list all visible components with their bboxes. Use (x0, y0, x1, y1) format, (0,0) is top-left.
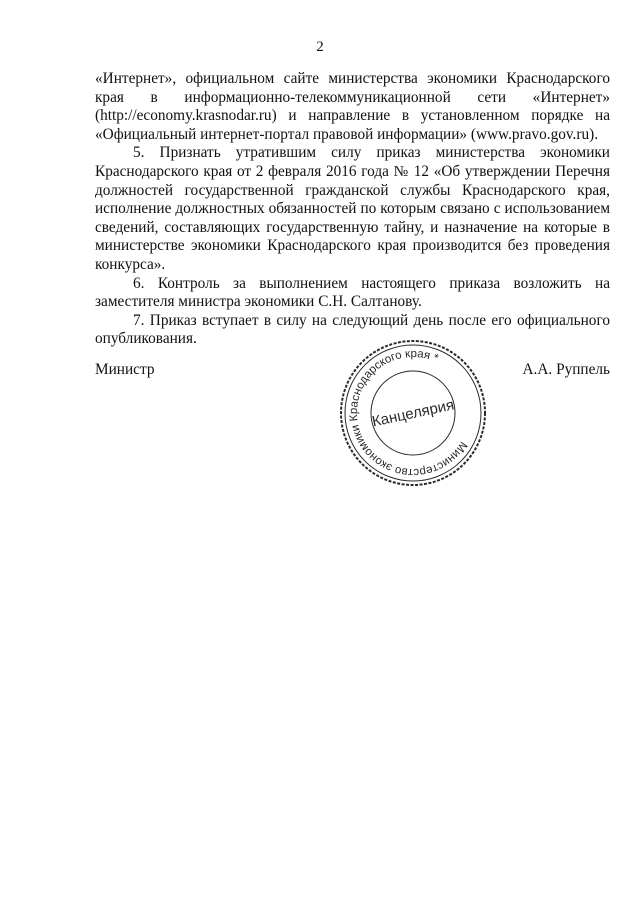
signatory-title: Министр (95, 361, 155, 378)
paragraph-6: 6. Контроль за выполнением настоящего приказа возложить на заместителя министра экономики С.Н. Салтанову. (95, 274, 610, 311)
office-stamp (338, 338, 488, 488)
document-body (95, 70, 610, 349)
stamp-center-text: Канцелярия (370, 396, 456, 431)
paragraph-5: 5. Признать утратившим силу приказ министерства экономики Краснодарского края от 2 февраля 2016 года № 12 «Об утверждении Перечня должностей государственной гражданской службы Краснодарского края, исполнение должностных обязанностей по которым связано с использованием сведений, составляющих государственную тайну, и назначение на которые в министерстве экономики Краснодарского края производится без проведения конкурса». (95, 144, 610, 273)
paragraph-7: 7. Приказ вступает в силу на следующий день после его официального опубликования. (95, 311, 610, 348)
page-number: 2 (316, 39, 324, 55)
signatory-name: А.А. Руппель (522, 361, 610, 378)
paragraph-publication: «Интернет», официальном сайте министерства экономики Краснодарского края в информационно-телекоммуникационной сети «Интернет» (http://economy.krasnodar.ru) и направление в установленном порядке на «Официальный интернет-портал правовой информации» (www.pravo.gov.ru). (95, 70, 610, 143)
stamp-outer-text: Министерство экономики Краснодарского края * (347, 347, 470, 479)
